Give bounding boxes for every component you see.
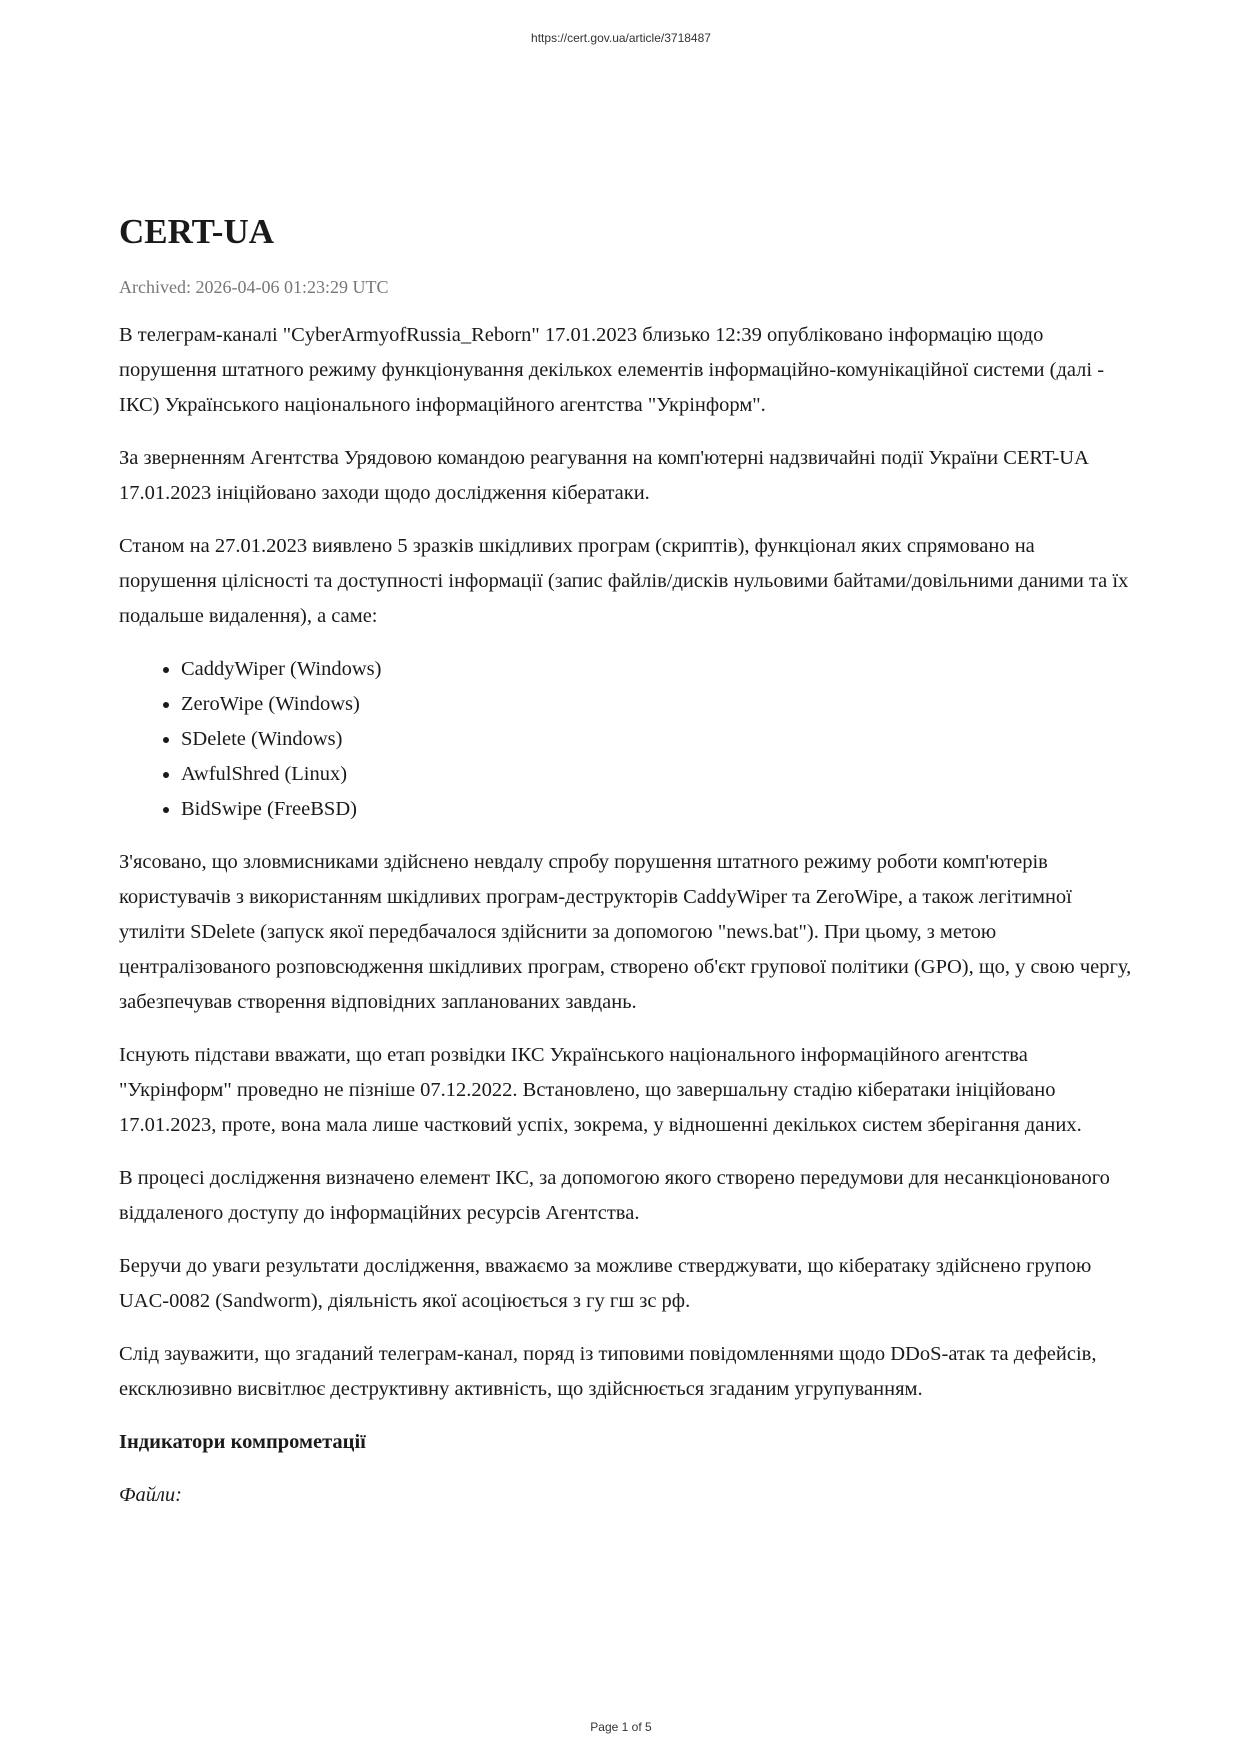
page-title: CERT-UA xyxy=(119,212,275,251)
list-item: • SDelete (Windows) xyxy=(181,722,1134,757)
list-item: • ZeroWipe (Windows) xyxy=(181,687,1134,722)
paragraph-samples: Станом на 27.01.2023 виявлено 5 зразків шкідливих програм (скриптів), функціонал яких спрямовано на порушення цілісності та доступності інформації (запис файлів/дисків нульовими байтами/довільними даними та їх подальше видалення), а саме: xyxy=(119,535,1129,627)
page-number: Page 1 of 5 xyxy=(590,1720,652,1734)
archived-timestamp: Archived: 2026-04-06 01:23:29 UTC xyxy=(119,277,389,297)
files-label: Файли: xyxy=(119,1484,183,1506)
paragraph-attribution: Беручи до уваги результати дослідження, вважаємо за можливе стверджувати, що кібератаку здійснено групою UAC-0082 (Sandworm), діяльність якої асоціюється з гу гш зс рф. xyxy=(119,1255,1092,1312)
list-item: • CaddyWiper (Windows) xyxy=(181,652,1134,687)
paragraph-investigation: За зверненням Агентства Урядовою командою реагування на комп'ютерні надзвичайні події України CERT-UA 17.01.2023 ініційовано заходи щодо дослідження кібератаки. xyxy=(119,447,1088,504)
source-url: https://cert.gov.ua/article/3718487 xyxy=(531,31,711,45)
paragraph-findings: З'ясовано, що зловмисниками здійснено невдалу спробу порушення штатного режиму роботи комп'ютерів користувачів з використанням шкідливих програм-деструкторів CaddyWiper та ZeroWipe, а також легітимної утиліти SDelete (запуск якої передбачалося здійснити за допомогою "news.bat"). При цьому, з метою централізованого розповсюдження шкідливих програм, створено об'єкт групової політики (GPO), що, у свою чергу, забезпечував створення відповідних запланованих завдань. xyxy=(119,851,1132,1013)
paragraph-access-element: В процесі дослідження визначено елемент ІКС, за допомогою якого створено передумови для несанкціонованого віддаленого доступу до інформаційних ресурсів Агентства. xyxy=(119,1167,1110,1224)
paragraph-reconnaissance: Існують підстави вважати, що етап розвідки ІКС Українського національного інформаційного агентства "Укрінформ" проведно не пізніше 07.12.2022. Встановлено, що завершальну стадію кібератаки ініційовано 17.01.2023, проте, вона мала лише частковий успіх, зокрема, у відношенні декількох систем зберігання даних. xyxy=(119,1044,1082,1136)
paragraph-telegram-note: Слід зауважити, що згаданий телеграм-канал, поряд із типовими повідомленнями щодо DDoS-атак та дефейсів, ексклюзивно висвітлює деструктивну активність, що здійснюється згаданим угрупуванням. xyxy=(119,1343,1097,1400)
ioc-heading: Індикатори компрометації xyxy=(119,1431,366,1453)
malware-list xyxy=(119,652,1134,827)
paragraph-intro: В телеграм-каналі "CyberArmyofRussia_Reborn" 17.01.2023 близько 12:39 опубліковано інформацію щодо порушення штатного режиму функціонування декількох елементів інформаційно-комунікаційної системи (далі - ІКС) Українського національного інформаційного агентства "Укрінформ". xyxy=(119,324,1105,416)
article-body xyxy=(119,210,1134,1513)
list-item: • AwfulShred (Linux) xyxy=(181,757,1134,792)
list-item: • BidSwipe (FreeBSD) xyxy=(181,792,1134,827)
